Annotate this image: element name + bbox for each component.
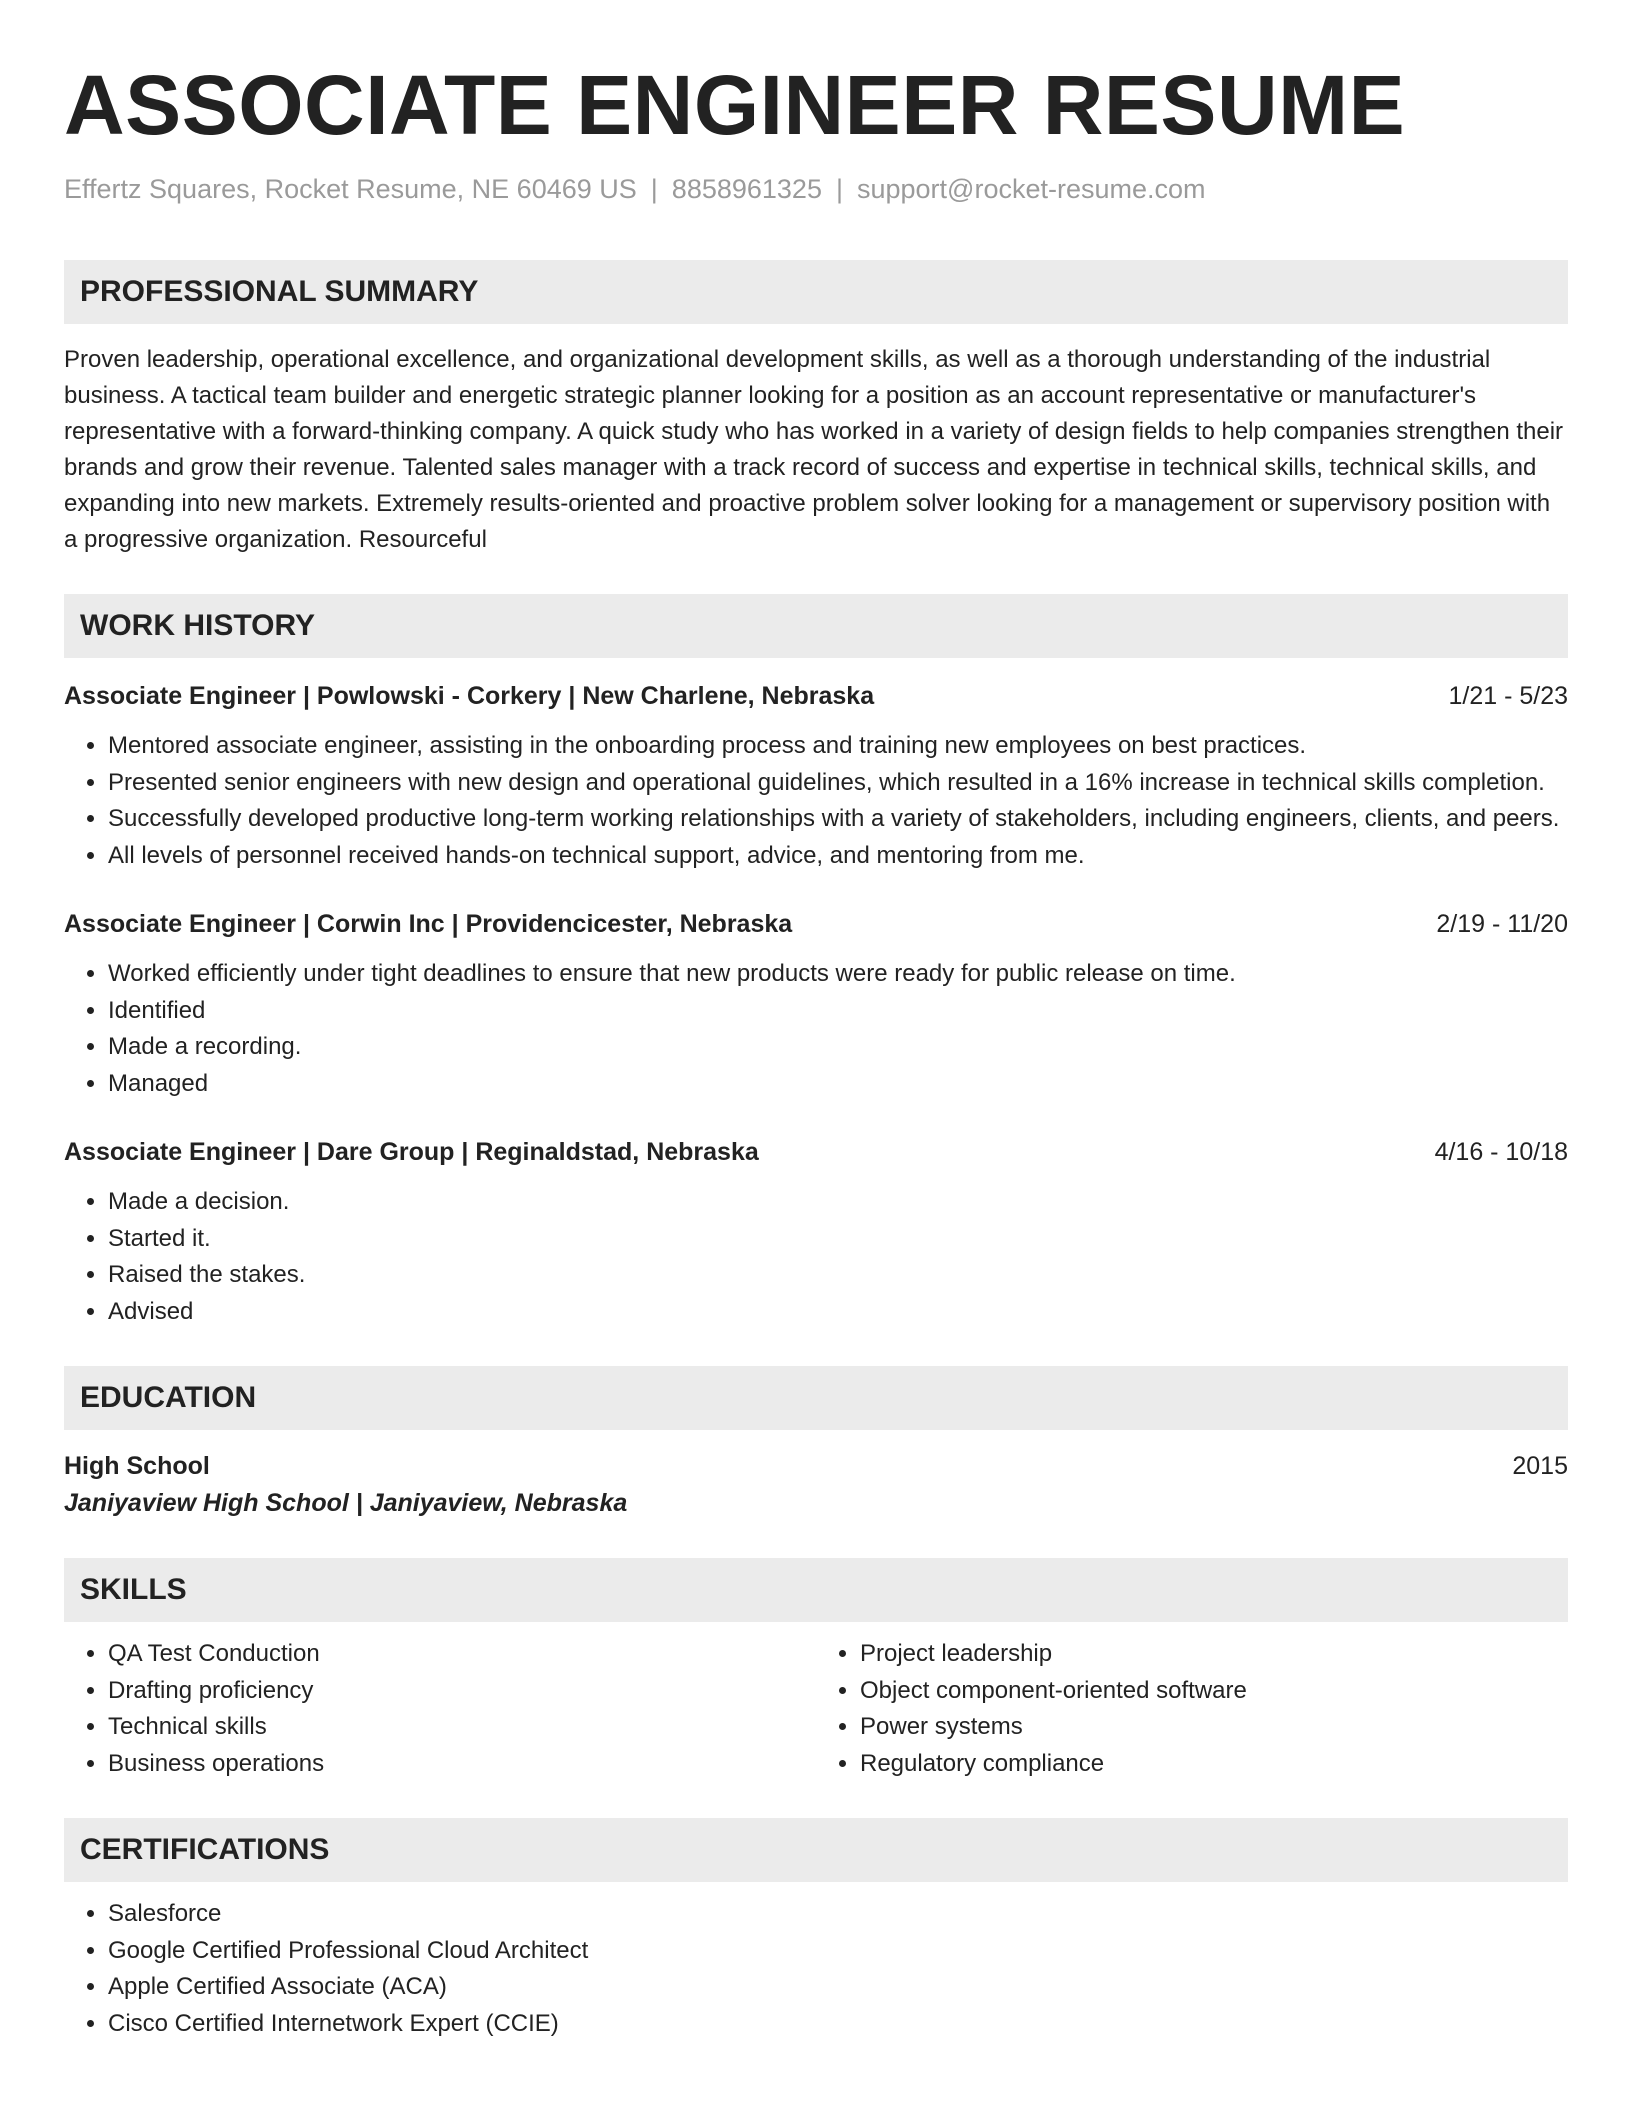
job-title: Associate Engineer | Dare Group | Reginaldstad, Nebraska	[64, 1138, 759, 1166]
job-header	[64, 1134, 1568, 1170]
certification-item: • Cisco Certified Internetwork Expert (CCIE)	[108, 2006, 1568, 2043]
job-bullet: • Started it.	[108, 1221, 1568, 1258]
job-bullet: • Raised the stakes.	[108, 1257, 1568, 1294]
job-entry	[64, 1134, 1568, 1330]
job-entry	[64, 906, 1568, 1102]
job-bullets	[64, 956, 1568, 1102]
contact-line	[64, 172, 1568, 206]
job-bullet: • Worked efficiently under tight deadlines to ensure that new products were ready for public release on time.	[108, 956, 1568, 993]
education-school: Janiyaview High School | Janiyaview, Nebraska	[64, 1489, 628, 1517]
job-title: Associate Engineer | Powlowski - Corkery | New Charlene, Nebraska	[64, 682, 875, 710]
skill-item: • Business operations	[108, 1746, 816, 1783]
skill-item: • Drafting proficiency	[108, 1673, 816, 1710]
job-bullet: • Mentored associate engineer, assisting in the onboarding process and training new employees on best practices.	[108, 728, 1568, 765]
summary-heading: PROFESSIONAL SUMMARY	[64, 260, 1568, 324]
job-bullet: • Presented senior engineers with new design and operational guidelines, which resulted in a 16% increase in technical skills completion.	[108, 765, 1568, 802]
skill-item: • Technical skills	[108, 1709, 816, 1746]
education-entry	[64, 1448, 1568, 1522]
job-dates: 2/19 - 11/20	[1436, 910, 1568, 938]
skill-item: • Power systems	[860, 1709, 1568, 1746]
education-heading: EDUCATION	[64, 1366, 1568, 1430]
contact-separator: |	[650, 174, 658, 204]
skills-heading: SKILLS	[64, 1558, 1568, 1622]
skill-item: • Project leadership	[860, 1636, 1568, 1673]
skills-list-right	[816, 1636, 1568, 1782]
job-dates: 4/16 - 10/18	[1434, 1138, 1568, 1166]
job-bullet: • Made a recording.	[108, 1029, 1568, 1066]
job-dates: 1/21 - 5/23	[1448, 682, 1568, 710]
job-bullet: • Made a decision.	[108, 1184, 1568, 1221]
education-year: 2015	[1512, 1452, 1568, 1480]
certification-item: • Apple Certified Associate (ACA)	[108, 1969, 1568, 2006]
certification-item: • Salesforce	[108, 1896, 1568, 1933]
contact-email: support@rocket-resume.com	[856, 174, 1206, 204]
job-bullets	[64, 728, 1568, 874]
job-bullet: • Identified	[108, 993, 1568, 1030]
certifications-heading: CERTIFICATIONS	[64, 1818, 1568, 1882]
summary-text: Proven leadership, operational excellence, and organizational development skills, as well as a thorough understanding of the industrial business. A tactical team builder and energetic strategic planner looking for a position as an account representative or manufacturer's representative with a forward-thinking company. A quick study who has worked in a variety of design fields to help companies strengthen their brands and grow their revenue. Talented sales manager with a track record of success and expertise in technical skills, technical skills, and expanding into new markets. Extremely results-oriented and proactive problem solver looking for a management or supervisory position with a progressive organization. Resourceful	[64, 346, 1564, 553]
job-bullet: • Advised	[108, 1294, 1568, 1331]
job-header	[64, 906, 1568, 942]
job-bullet: • Successfully developed productive long-term working relationships with a variety of stakeholders, including engineers, clients, and peers.	[108, 801, 1568, 838]
job-title: Associate Engineer | Corwin Inc | Providencicester, Nebraska	[64, 910, 793, 938]
skill-item: • QA Test Conduction	[108, 1636, 816, 1673]
contact-address: Effertz Squares, Rocket Resume, NE 60469 US	[64, 174, 637, 204]
education-degree: High School	[64, 1452, 210, 1480]
skills-list-left	[64, 1636, 816, 1782]
certification-item: • Google Certified Professional Cloud Architect	[108, 1933, 1568, 1970]
contact-separator: |	[835, 174, 843, 204]
job-bullets	[64, 1184, 1568, 1330]
work-history-heading: WORK HISTORY	[64, 594, 1568, 658]
education-header	[64, 1448, 1568, 1484]
skill-item: • Regulatory compliance	[860, 1746, 1568, 1783]
skills-columns	[64, 1636, 1568, 1782]
job-bullet: • Managed	[108, 1066, 1568, 1103]
job-bullet: • All levels of personnel received hands-on technical support, advice, and mentoring from me.	[108, 838, 1568, 875]
job-header	[64, 678, 1568, 714]
job-entry	[64, 678, 1568, 874]
certifications-list	[64, 1896, 1568, 2042]
resume-title: ASSOCIATE ENGINEER RESUME	[64, 58, 1406, 152]
contact-phone: 8858961325	[671, 174, 822, 204]
skill-item: • Object component-oriented software	[860, 1673, 1568, 1710]
